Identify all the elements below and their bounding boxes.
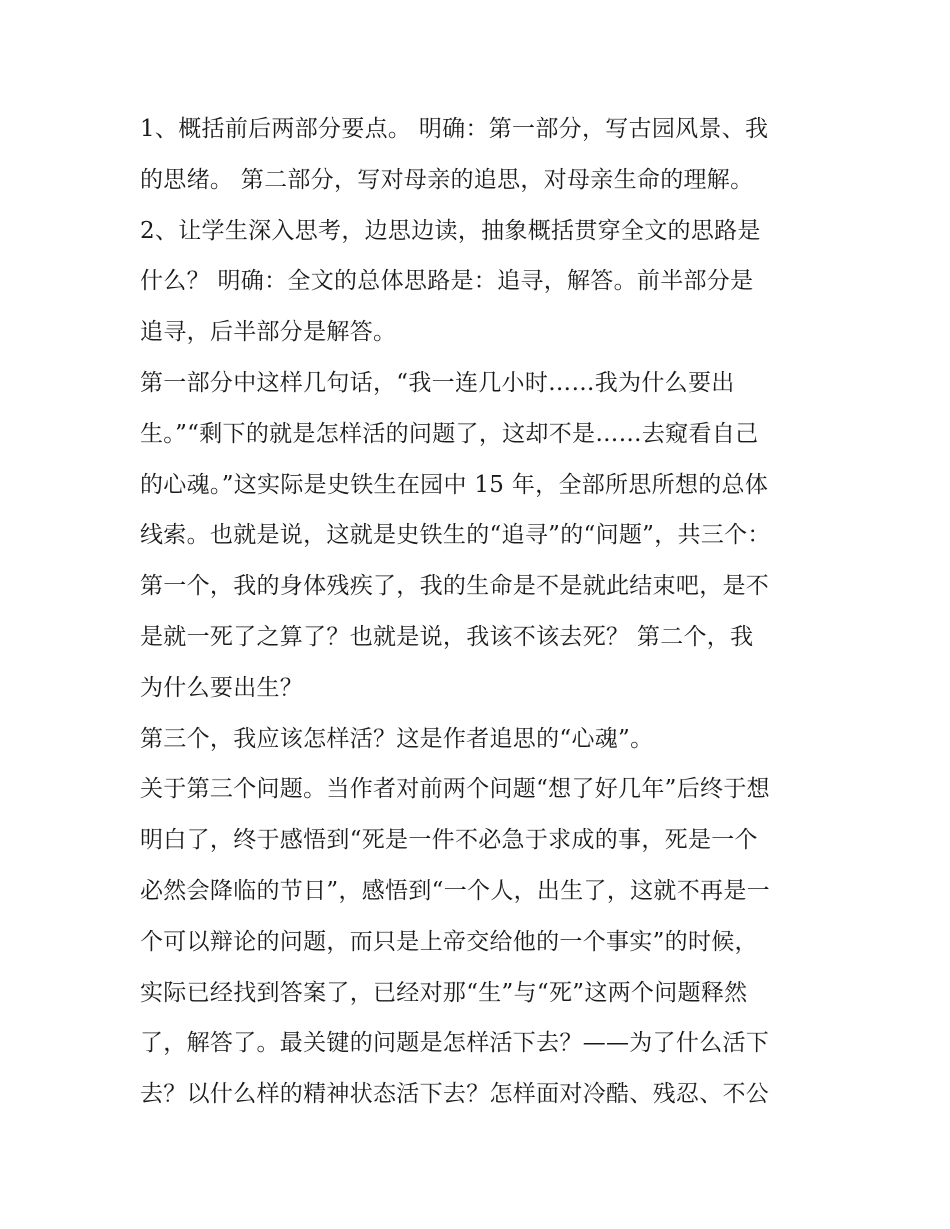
text-line: 个可以辩论的问题，而只是上帝交给他的一个事实”的时候， — [140, 928, 758, 955]
text-line: 1、概括前后两部分要点。 明确：第一部分，写古园风景、我 — [140, 116, 769, 142]
document-body — [140, 104, 820, 1120]
text-line: 为什么要出生？ — [140, 674, 304, 701]
text-line: 是就一死了之算了？也就是说，我该不该去死？ 第二个，我 — [140, 623, 754, 650]
text-line: 关于第三个问题。当作者对前两个问题“想了好几年”后终于想 — [140, 776, 770, 803]
text-line: 实际已经找到答案了，已经对那“生”与“死”这两个问题释然 — [140, 979, 748, 1006]
text-line: 第三个，我应该怎样活？这是作者追思的“心魂”。 — [140, 725, 654, 752]
text-line: 明白了，终于感悟到“死是一件不必急于求成的事，死是一个 — [140, 827, 758, 854]
text-line: 什么？ 明确：全文的总体思路是：追寻，解答。前半部分是 — [140, 268, 754, 295]
text-line: 生。”“剩下的就是怎样活的问题了，这却不是……去窥看自己 — [140, 420, 759, 447]
text-line: 去？以什么样的精神状态活下去？怎样面对冷酷、残忍、不公 — [140, 1081, 770, 1108]
text-line: 线索。也就是说，这就是史铁生的“追寻”的“问题”，共三个： — [140, 522, 771, 549]
text-line: 的思绪。 第二部分，写对母亲的追思，对母亲生命的理解。 — [140, 166, 754, 193]
text-line: 必然会降临的节日”，感悟到“一个人，出生了，这就不再是一 — [140, 877, 770, 904]
text-line: 了，解答了。最关键的问题是怎样活下去？——为了什么活下 — [140, 1030, 770, 1057]
text-line: 的心魂。”这实际是史铁生在园中 15 年，全部所思所想的总体 — [140, 471, 769, 498]
text-line: 第一部分中这样几句话，“我一连几小时……我为什么要出 — [140, 369, 735, 396]
text-line: 2、让学生深入思考，边思边读，抽象概括贯穿全文的思路是 — [140, 217, 761, 244]
text-line: 追寻，后半部分是解答。 — [140, 319, 397, 346]
text-line: 第一个，我的身体残疾了，我的生命是不是就此结束吧，是不 — [140, 573, 770, 600]
